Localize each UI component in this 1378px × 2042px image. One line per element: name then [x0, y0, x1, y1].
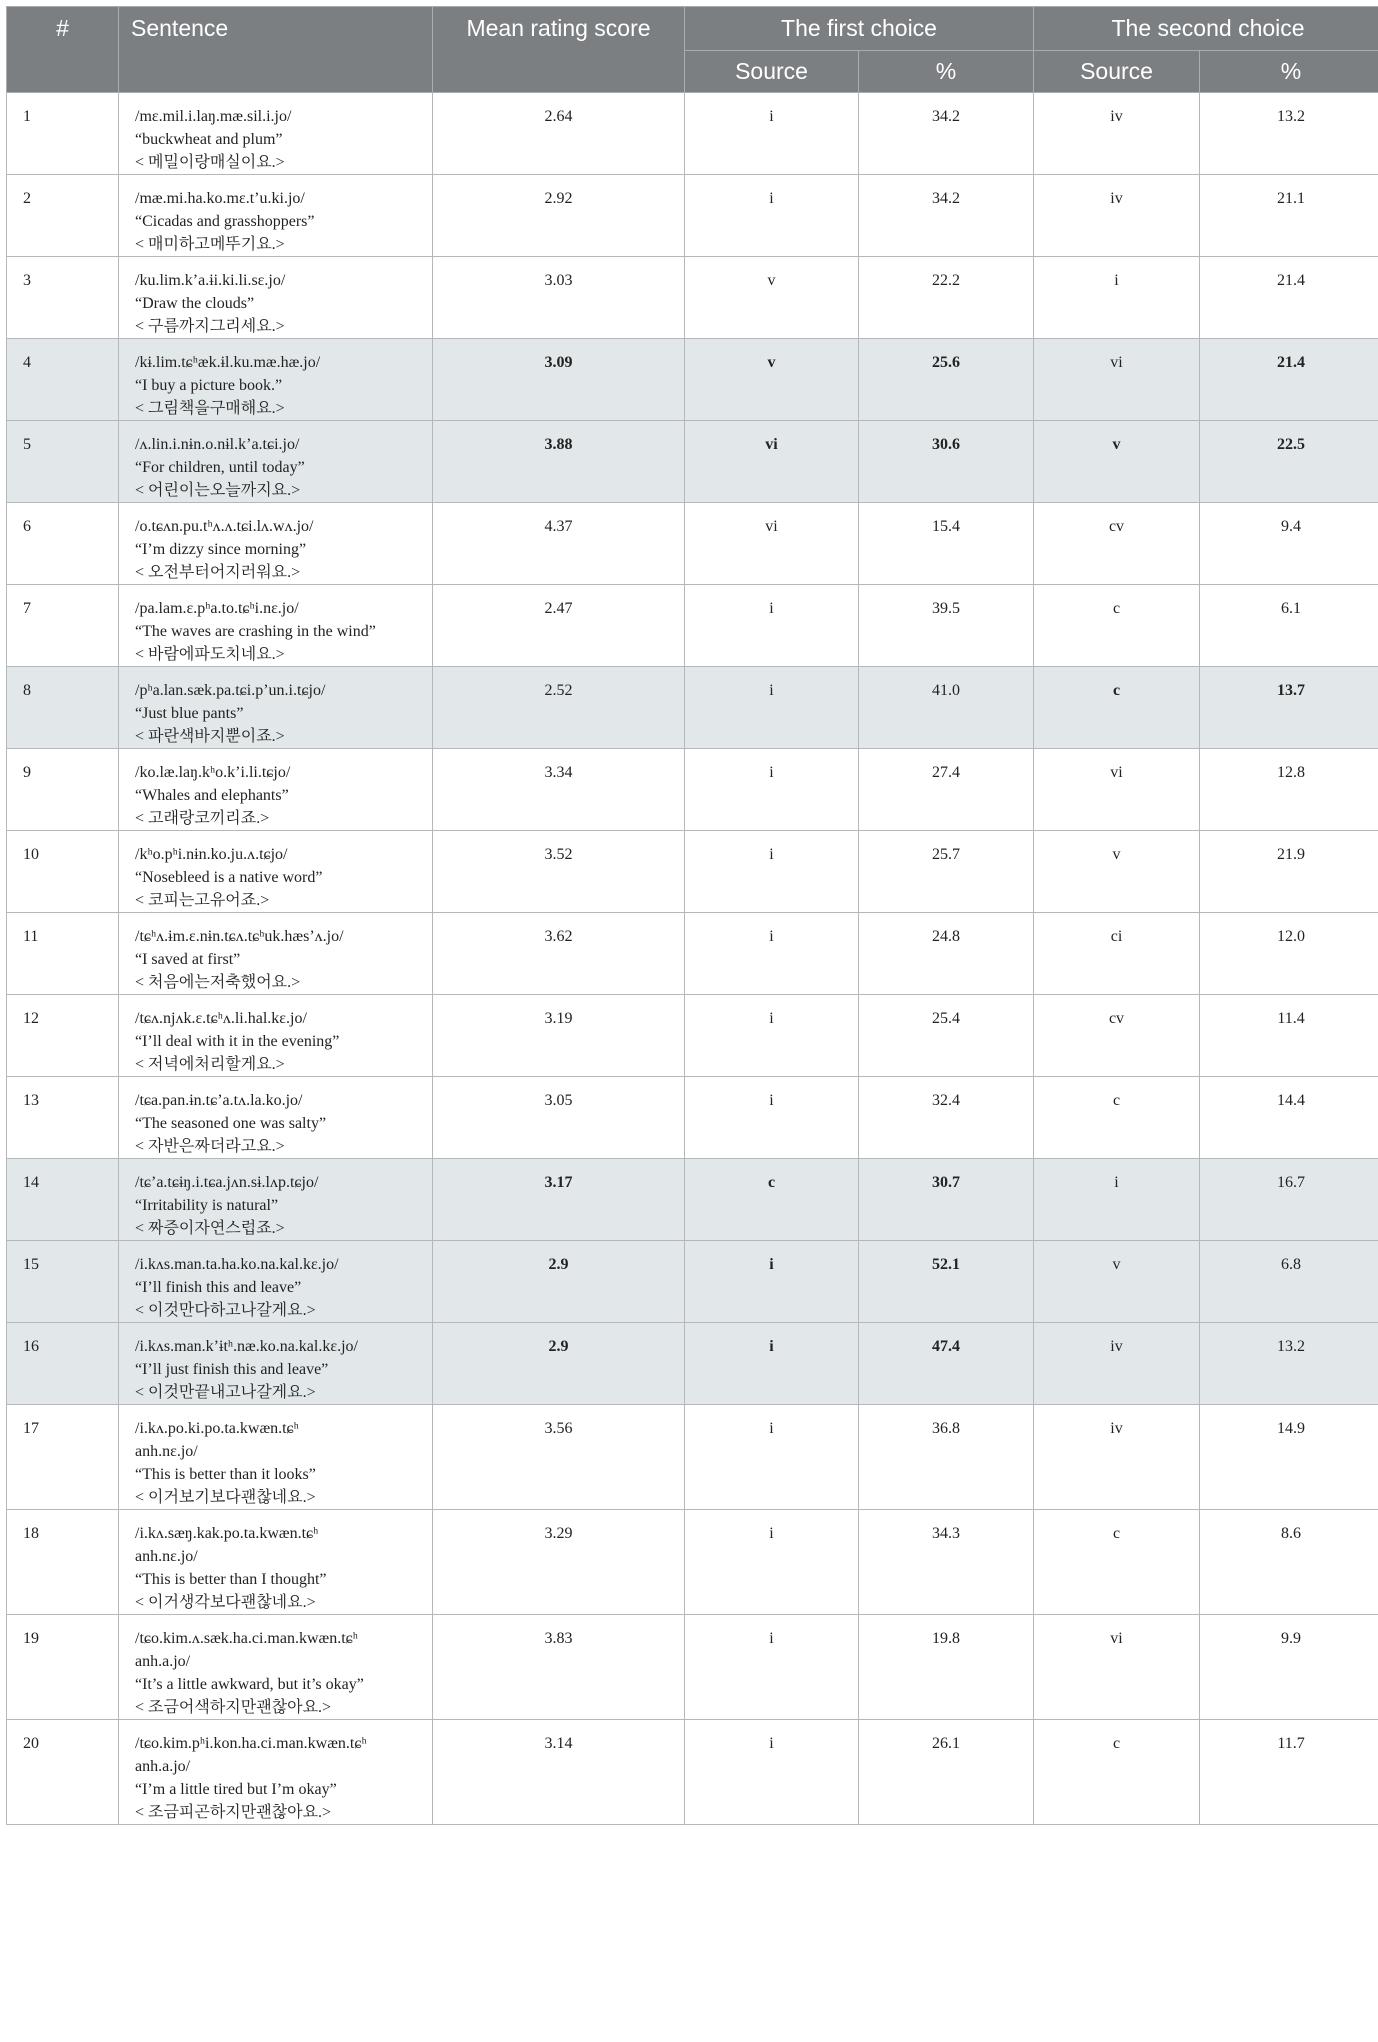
header-sentence: Sentence: [119, 7, 433, 93]
second-source: v: [1034, 421, 1200, 503]
mean-rating: 3.19: [433, 995, 685, 1077]
table-row: [7, 503, 1378, 585]
second-source: cv: [1034, 995, 1200, 1077]
table-row: [7, 913, 1378, 995]
table-row: [7, 257, 1378, 339]
first-source: i: [685, 1510, 859, 1615]
sentence-line: /i.kʌs.man.k’ɨtʰ.næ.ko.na.kal.kɛ.jo/: [135, 1338, 358, 1355]
second-percent: 11.4: [1200, 995, 1378, 1077]
hangul-text: < 메밀이랑매실이요.>: [135, 154, 285, 171]
sentence-line: “This is better than I thought”: [135, 1571, 327, 1588]
second-percent: 21.1: [1200, 175, 1378, 257]
hangul-text: < 이거보기보다괜찮네요.>: [135, 1489, 316, 1506]
row-number: 4: [7, 339, 119, 421]
sentence-line: /pa.lam.ɛ.pʰa.to.tɕʰi.nɛ.jo/: [135, 600, 299, 617]
table-row: [7, 831, 1378, 913]
sentence-line: “The seasoned one was salty”: [135, 1115, 327, 1132]
sentence-line: “Irritability is natural”: [135, 1197, 279, 1214]
hangul-text: < 이것만다하고나갈게요.>: [135, 1302, 316, 1319]
row-number: 13: [7, 1077, 119, 1159]
sentence-line: /i.kʌ.sæŋ.kak.po.ta.kwæn.tɕʰ: [135, 1525, 319, 1542]
hangul-text: < 그림책을구매해요.>: [135, 400, 285, 417]
row-number: 9: [7, 749, 119, 831]
second-source: v: [1034, 831, 1200, 913]
table-row: [7, 1077, 1378, 1159]
row-number: 3: [7, 257, 119, 339]
hangul-text: < 짜증이자연스럽죠.>: [135, 1220, 285, 1237]
first-source: i: [685, 1241, 859, 1323]
header-second-percent: %: [1200, 51, 1378, 93]
mean-rating: 2.52: [433, 667, 685, 749]
second-source: c: [1034, 1077, 1200, 1159]
second-percent: 8.6: [1200, 1510, 1378, 1615]
first-percent: 41.0: [859, 667, 1034, 749]
hangul-text: < 이거생각보다괜찮네요.>: [135, 1594, 316, 1611]
first-source: i: [685, 995, 859, 1077]
mean-rating: 4.37: [433, 503, 685, 585]
second-percent: 9.4: [1200, 503, 1378, 585]
second-percent: 12.0: [1200, 913, 1378, 995]
first-source: i: [685, 175, 859, 257]
sentence-cell: [119, 503, 433, 585]
hangul-text: < 조금피곤하지만괜찮아요.>: [135, 1804, 332, 1821]
sentence-cell: [119, 913, 433, 995]
second-source: iv: [1034, 1323, 1200, 1405]
second-source: v: [1034, 1241, 1200, 1323]
sentence-line: anh.a.jo/: [135, 1758, 191, 1775]
sentence-line: “It’s a little awkward, but it’s okay”: [135, 1676, 364, 1693]
mean-rating: 3.62: [433, 913, 685, 995]
second-source: ci: [1034, 913, 1200, 995]
table-row: [7, 749, 1378, 831]
sentence-line: /tɕʰʌ.ɨm.ɛ.nɨn.tɕʌ.tɕʰuk.hæs’ʌ.jo/: [135, 928, 344, 945]
second-source: c: [1034, 1510, 1200, 1615]
mean-rating: 3.17: [433, 1159, 685, 1241]
table-header: [7, 7, 1378, 93]
first-percent: 36.8: [859, 1405, 1034, 1510]
sentence-cell: [119, 339, 433, 421]
hangul-text: < 자반은짜더라고요.>: [135, 1138, 285, 1155]
sentence-line: “I’m dizzy since morning”: [135, 541, 307, 558]
table-row: [7, 93, 1378, 175]
mean-rating: 2.9: [433, 1323, 685, 1405]
header-first-percent: %: [859, 51, 1034, 93]
sentence-line: /mæ.mi.ha.ko.mɛ.t’u.ki.jo/: [135, 190, 305, 207]
sentence-line: /tɕo.kim.ʌ.sæk.ha.ci.man.kwæn.tɕʰ: [135, 1630, 358, 1647]
hangul-text: < 어린이는오늘까지요.>: [135, 482, 301, 499]
table-row: [7, 421, 1378, 503]
second-source: i: [1034, 1159, 1200, 1241]
second-percent: 11.7: [1200, 1720, 1378, 1825]
mean-rating: 3.56: [433, 1405, 685, 1510]
sentence-line: “I buy a picture book.”: [135, 377, 283, 394]
second-percent: 21.9: [1200, 831, 1378, 913]
row-number: 14: [7, 1159, 119, 1241]
mean-rating: 3.83: [433, 1615, 685, 1720]
mean-rating: 3.29: [433, 1510, 685, 1615]
first-percent: 24.8: [859, 913, 1034, 995]
mean-rating: 2.9: [433, 1241, 685, 1323]
mean-rating: 2.47: [433, 585, 685, 667]
hangul-text: < 저녁에처리할게요.>: [135, 1056, 285, 1073]
first-percent: 25.7: [859, 831, 1034, 913]
header-first-choice: The first choice: [685, 7, 1034, 51]
sentence-line: /kɨ.lim.tɕʰæk.ɨl.ku.mæ.hæ.jo/: [135, 354, 321, 371]
header-first-source: Source: [685, 51, 859, 93]
first-percent: 15.4: [859, 503, 1034, 585]
second-percent: 14.4: [1200, 1077, 1378, 1159]
mean-rating: 3.09: [433, 339, 685, 421]
first-percent: 25.6: [859, 339, 1034, 421]
sentence-line: “I’m a little tired but I’m okay”: [135, 1781, 337, 1798]
first-source: vi: [685, 421, 859, 503]
sentence-line: “Draw the clouds”: [135, 295, 255, 312]
first-percent: 52.1: [859, 1241, 1034, 1323]
second-percent: 21.4: [1200, 339, 1378, 421]
second-source: vi: [1034, 1615, 1200, 1720]
hangul-text: < 오전부터어지러워요.>: [135, 564, 301, 581]
first-percent: 19.8: [859, 1615, 1034, 1720]
header-number: #: [7, 7, 119, 93]
row-number: 11: [7, 913, 119, 995]
second-percent: 6.8: [1200, 1241, 1378, 1323]
sentence-line: /ko.læ.laŋ.kʰo.k’i.li.tɕjo/: [135, 764, 291, 781]
first-source: i: [685, 749, 859, 831]
sentence-cell: [119, 1720, 433, 1825]
mean-rating: 3.52: [433, 831, 685, 913]
table-row: [7, 1241, 1378, 1323]
mean-rating: 3.14: [433, 1720, 685, 1825]
row-number: 2: [7, 175, 119, 257]
first-percent: 34.3: [859, 1510, 1034, 1615]
table-row: [7, 1323, 1378, 1405]
first-source: i: [685, 667, 859, 749]
sentence-line: anh.nɛ.jo/: [135, 1443, 198, 1460]
row-number: 12: [7, 995, 119, 1077]
sentence-cell: [119, 175, 433, 257]
table-row: [7, 339, 1378, 421]
second-source: c: [1034, 667, 1200, 749]
sentence-line: “For children, until today”: [135, 459, 305, 476]
second-source: i: [1034, 257, 1200, 339]
sentence-cell: [119, 1241, 433, 1323]
second-percent: 14.9: [1200, 1405, 1378, 1510]
sentence-line: /ku.lim.k’a.ɨi.ki.li.sɛ.jo/: [135, 272, 286, 289]
table-row: [7, 175, 1378, 257]
row-number: 20: [7, 1720, 119, 1825]
second-percent: 9.9: [1200, 1615, 1378, 1720]
first-source: i: [685, 93, 859, 175]
sentence-cell: [119, 1615, 433, 1720]
second-source: iv: [1034, 1405, 1200, 1510]
mean-rating: 3.88: [433, 421, 685, 503]
row-number: 19: [7, 1615, 119, 1720]
first-percent: 47.4: [859, 1323, 1034, 1405]
row-number: 18: [7, 1510, 119, 1615]
sentence-cell: [119, 995, 433, 1077]
row-number: 6: [7, 503, 119, 585]
first-percent: 22.2: [859, 257, 1034, 339]
second-percent: 12.8: [1200, 749, 1378, 831]
hangul-text: < 고래랑코끼리죠.>: [135, 810, 270, 827]
row-number: 10: [7, 831, 119, 913]
sentence-line: “The waves are crashing in the wind”: [135, 623, 376, 640]
sentence-line: /kʰo.pʰi.nɨn.ko.ju.ʌ.tɕjo/: [135, 846, 288, 863]
table-row: [7, 995, 1378, 1077]
hangul-text: < 바람에파도치네요.>: [135, 646, 285, 663]
sentence-line: /o.tɕʌn.pu.tʰʌ.ʌ.tɕi.lʌ.wʌ.jo/: [135, 518, 314, 535]
second-percent: 6.1: [1200, 585, 1378, 667]
first-percent: 25.4: [859, 995, 1034, 1077]
sentence-line: anh.nɛ.jo/: [135, 1548, 198, 1565]
sentence-line: /tɕa.pan.ɨn.tɕ’a.tʌ.la.ko.jo/: [135, 1092, 303, 1109]
hangul-text: < 구름까지그리세요.>: [135, 318, 285, 335]
first-percent: 34.2: [859, 93, 1034, 175]
first-source: i: [685, 913, 859, 995]
first-percent: 30.7: [859, 1159, 1034, 1241]
table-row: [7, 1510, 1378, 1615]
hangul-text: < 매미하고메뚜기요.>: [135, 236, 285, 253]
hangul-text: < 파란색바지뿐이죠.>: [135, 728, 285, 745]
rating-table: [6, 6, 1378, 1825]
second-percent: 13.7: [1200, 667, 1378, 749]
hangul-text: < 코피는고유어죠.>: [135, 892, 270, 909]
sentence-line: /tɕʌ.njʌk.ɛ.tɕʰʌ.li.hal.kɛ.jo/: [135, 1010, 307, 1027]
sentence-cell: [119, 1323, 433, 1405]
header-second-choice: The second choice: [1034, 7, 1378, 51]
first-percent: 26.1: [859, 1720, 1034, 1825]
sentence-cell: [119, 585, 433, 667]
table-row: [7, 1159, 1378, 1241]
row-number: 17: [7, 1405, 119, 1510]
second-source: iv: [1034, 93, 1200, 175]
sentence-line: “Cicadas and grasshoppers”: [135, 213, 315, 230]
sentence-line: “I saved at first”: [135, 951, 241, 968]
sentence-line: /ʌ.lin.i.nɨn.o.nɨl.k’a.tɕi.jo/: [135, 436, 300, 453]
sentence-line: “This is better than it looks”: [135, 1466, 316, 1483]
hangul-text: < 이것만끝내고나갈게요.>: [135, 1384, 316, 1401]
second-percent: 21.4: [1200, 257, 1378, 339]
first-source: v: [685, 257, 859, 339]
header-mean-rating: Mean rating score: [433, 7, 685, 93]
sentence-line: “I’ll deal with it in the evening”: [135, 1033, 340, 1050]
first-source: i: [685, 1720, 859, 1825]
sentence-cell: [119, 1159, 433, 1241]
mean-rating: 3.03: [433, 257, 685, 339]
sentence-line: “Whales and elephants”: [135, 787, 289, 804]
row-number: 7: [7, 585, 119, 667]
sentence-cell: [119, 93, 433, 175]
sentence-line: “buckwheat and plum”: [135, 131, 283, 148]
first-percent: 27.4: [859, 749, 1034, 831]
table-body: [7, 93, 1378, 1825]
second-percent: 13.2: [1200, 1323, 1378, 1405]
sentence-line: /i.kʌs.man.ta.ha.ko.na.kal.kɛ.jo/: [135, 1256, 339, 1273]
sentence-line: /tɕ’a.tɕɨŋ.i.tɕa.jʌn.sɨ.lʌp.tɕjo/: [135, 1174, 319, 1191]
table-row: [7, 667, 1378, 749]
mean-rating: 3.34: [433, 749, 685, 831]
second-source: cv: [1034, 503, 1200, 585]
second-source: c: [1034, 1720, 1200, 1825]
sentence-line: /mɛ.mil.i.laŋ.mæ.sil.i.jo/: [135, 108, 292, 125]
row-number: 5: [7, 421, 119, 503]
row-number: 15: [7, 1241, 119, 1323]
sentence-cell: [119, 831, 433, 913]
second-source: iv: [1034, 175, 1200, 257]
first-source: i: [685, 1615, 859, 1720]
row-number: 16: [7, 1323, 119, 1405]
mean-rating: 3.05: [433, 1077, 685, 1159]
row-number: 8: [7, 667, 119, 749]
table-row: [7, 585, 1378, 667]
sentence-line: /pʰa.lan.sæk.pa.tɕi.p’un.i.tɕjo/: [135, 682, 326, 699]
second-source: vi: [1034, 339, 1200, 421]
first-percent: 34.2: [859, 175, 1034, 257]
first-source: i: [685, 831, 859, 913]
row-number: 1: [7, 93, 119, 175]
first-source: i: [685, 1323, 859, 1405]
second-source: c: [1034, 585, 1200, 667]
sentence-cell: [119, 749, 433, 831]
hangul-text: < 처음에는저축했어요.>: [135, 974, 301, 991]
sentence-cell: [119, 257, 433, 339]
first-source: v: [685, 339, 859, 421]
sentence-line: “Nosebleed is a native word”: [135, 869, 323, 886]
first-source: c: [685, 1159, 859, 1241]
sentence-line: anh.a.jo/: [135, 1653, 191, 1670]
first-source: i: [685, 585, 859, 667]
second-source: vi: [1034, 749, 1200, 831]
sentence-cell: [119, 667, 433, 749]
sentence-line: “I’ll finish this and leave”: [135, 1279, 302, 1296]
sentence-cell: [119, 1405, 433, 1510]
table-row: [7, 1405, 1378, 1510]
header-second-source: Source: [1034, 51, 1200, 93]
mean-rating: 2.92: [433, 175, 685, 257]
table-row: [7, 1720, 1378, 1825]
sentence-line: “I’ll just finish this and leave”: [135, 1361, 329, 1378]
sentence-cell: [119, 1077, 433, 1159]
sentence-line: /i.kʌ.po.ki.po.ta.kwæn.tɕʰ: [135, 1420, 299, 1437]
sentence-line: “Just blue pants”: [135, 705, 244, 722]
first-source: i: [685, 1405, 859, 1510]
first-percent: 32.4: [859, 1077, 1034, 1159]
second-percent: 22.5: [1200, 421, 1378, 503]
data-table-container: [6, 6, 1372, 1825]
sentence-line: /tɕo.kim.pʰi.kon.ha.ci.man.kwæn.tɕʰ: [135, 1735, 367, 1752]
sentence-cell: [119, 1510, 433, 1615]
first-source: vi: [685, 503, 859, 585]
hangul-text: < 조금어색하지만괜찮아요.>: [135, 1699, 332, 1716]
first-percent: 30.6: [859, 421, 1034, 503]
first-percent: 39.5: [859, 585, 1034, 667]
sentence-cell: [119, 421, 433, 503]
table-row: [7, 1615, 1378, 1720]
first-source: i: [685, 1077, 859, 1159]
second-percent: 16.7: [1200, 1159, 1378, 1241]
mean-rating: 2.64: [433, 93, 685, 175]
second-percent: 13.2: [1200, 93, 1378, 175]
